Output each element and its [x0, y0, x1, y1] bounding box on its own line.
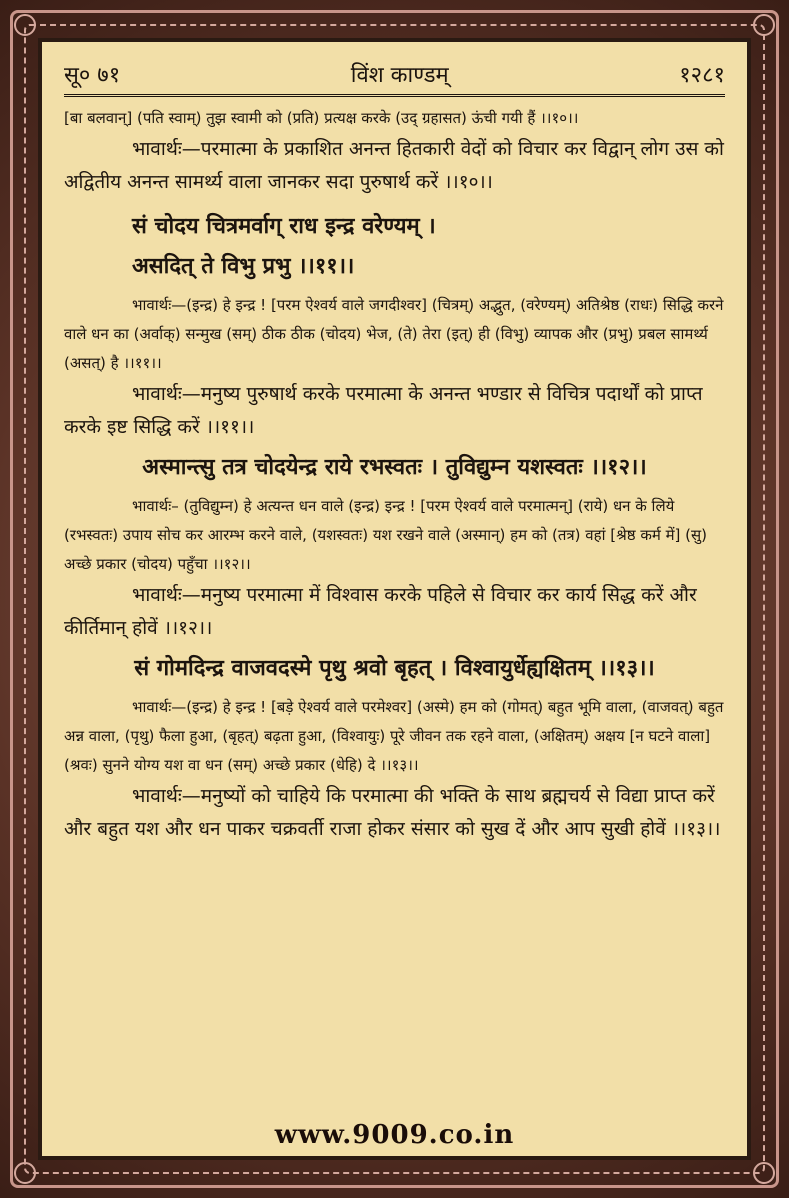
website-watermark: www.9009.co.in	[274, 1120, 515, 1150]
bhavartha-paragraph: भावार्थः—मनुष्य परमात्मा में विश्वास करके पहिले से विचार कर कार्य सिद्ध करें और कीर्तिमान् होवें ।।१२।।	[64, 584, 697, 639]
corner-ornament-icon	[753, 1162, 775, 1184]
page-number: १२८१	[679, 63, 725, 88]
corner-ornament-icon	[14, 14, 36, 36]
bhavartha-paragraph: भावार्थः—मनुष्यों को चाहिये कि परमात्मा की भक्ति के साथ ब्रह्मचर्य से विद्या प्राप्त करें और बहुत यश और धन पाकर चक्रवर्ती राजा होकर संसार को सुख दें और आप सुखी होवें ।।१३।।	[64, 785, 721, 840]
scripture-page	[38, 38, 751, 1160]
bhavartha-paragraph: भावार्थः—परमात्मा के प्रकाशित अनन्त हितकारी वेदों को विचार कर विद्वान् लोग उस को अद्वितीय अनन्त सामर्थ्य वाला जानकर सदा पुरुषार्थ करें ।।१०।।	[64, 138, 724, 193]
commentary-paragraph: भावार्थः—(इन्द्र) हे इन्द्र ! [परम ऐश्वर्य वाले जगदीश्वर] (चित्रम्) अद्भुत, (वरेण्यम्) अतिश्रेष्ठ (राधः) सिद्धि करने वाले धन का (अर्वाक्) सन्मुख (सम्) ठीक ठीक (चोदय) भेज, (ते) तेरा (इत्) ही (विभु) व्यापक और (प्रभु) प्रबल सामर्थ्य (असत्) है ।।११।।	[64, 296, 724, 372]
corner-ornament-icon	[753, 14, 775, 36]
page-header	[64, 54, 725, 97]
commentary-paragraph: भावार्थः– (तुविद्युम्न) हे अत्यन्त धन वाले (इन्द्र) इन्द्र ! [परम ऐश्वर्य वाले परमात्मन्] (राये) धन के लिये (रभस्वतः) उपाय सोच कर आरम्भ करने वाले, (यशस्वतः) यश रखने वाले (अस्मान्) हम को (तत्र) वहां [श्रेष्ठ कर्म में] (सु) अच्छे प्रकार (चोदय) पहुँचा ।।१२।।	[64, 497, 708, 573]
kanda-title: विंश काण्डम्	[350, 63, 449, 88]
mantra-line: सं चोदय चित्रमर्वाग् राध इन्द्र वरेण्यम् ।	[132, 214, 436, 239]
corner-ornament-icon	[14, 1162, 36, 1184]
page-content	[64, 104, 725, 846]
commentary-paragraph: [बा बलवान्] (पति स्वाम्) तुझ स्वामी को (प्रति) प्रत्यक्ष करके (उद् ग्रहासत) ऊंची गयी हैं ।।१०।।	[64, 109, 579, 127]
mantra-line: सं गोमदिन्द्र वाजवदस्मे पृथु श्रवो बृहत् । विश्वायुर्धेह्यक्षितम् ।।१३।।	[134, 656, 655, 681]
mantra-line: असदित् ते विभु प्रभु ।।११।।	[132, 254, 355, 279]
sukta-number: सू० ७१	[64, 63, 121, 88]
bhavartha-paragraph: भावार्थः—मनुष्य पुरुषार्थ करके परमात्मा के अनन्त भण्डार से विचित्र पदार्थों को प्राप्त करके इष्ट सिद्धि करें ।।११।।	[64, 383, 703, 438]
commentary-paragraph: भावार्थः—(इन्द्र) हे इन्द्र ! [बड़े ऐश्वर्य वाले परमेश्वर] (अस्मे) हम को (गोमत्) बहुत भूमि वाला, (वाजवत्) बहुत अन्न वाला, (पृथु) फैला हुआ, (बृहत्) बढ़ता हुआ, (विश्वायुः) पूरे जीवन तक रहने वाला, (अक्षितम्) अक्षय [न घटने वाला] (श्रवः) सुनने योग्य यश वा धन (सम्) अच्छे प्रकार (धेहि) दे ।।१३।।	[64, 698, 724, 774]
mantra-line: अस्मान्त्सु तत्र चोदयेन्द्र राये रभस्वतः । तुविद्युम्न यशस्वतः ।।१२।।	[142, 455, 647, 480]
